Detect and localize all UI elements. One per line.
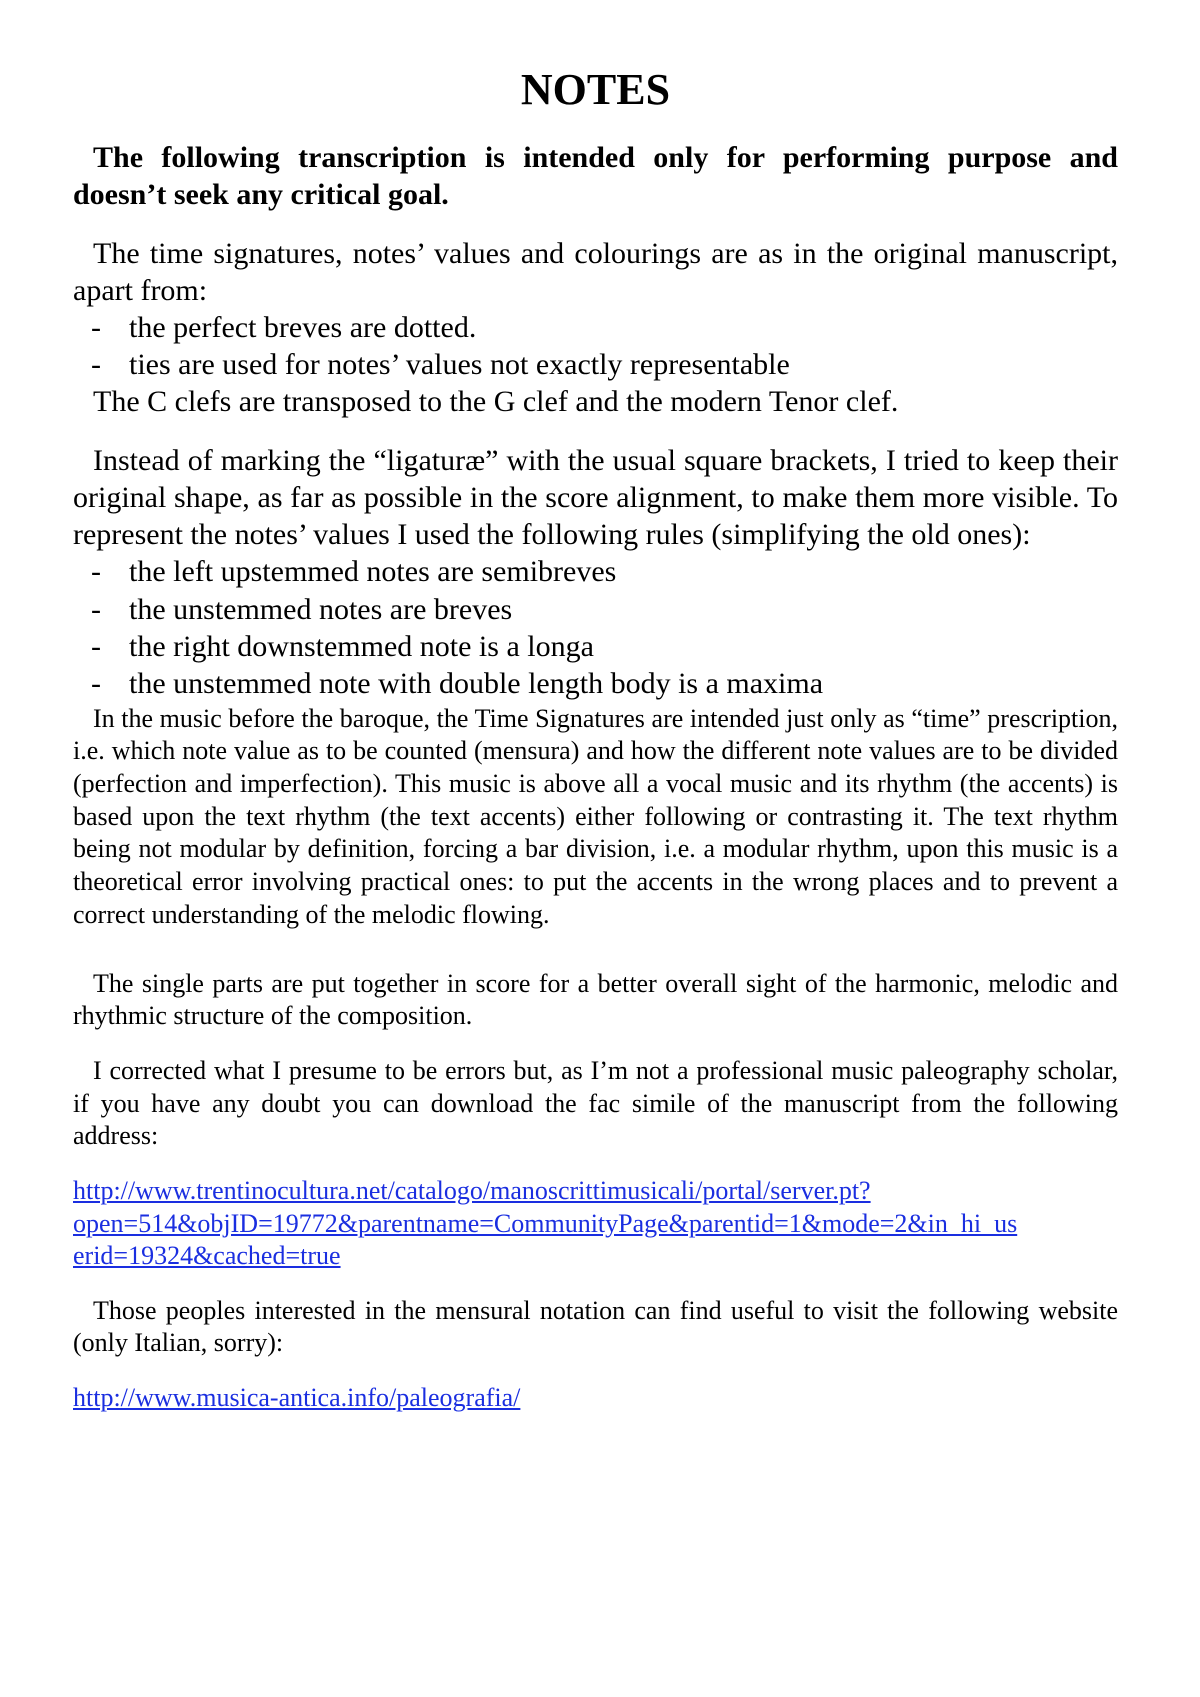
intro-paragraph: The following transcription is intended only for performing purpose and doesn’t seek any critical goal. (73, 140, 1118, 211)
document-page (73, 64, 1118, 1436)
manuscript-link-line: open=514&objID=19772&parentname=CommunityPage&parentid=1&mode=2&in_hi_us (73, 1208, 1018, 1238)
baroque-paragraph: In the music before the baroque, the Time Signatures are intended just only as “time” prescription, i.e. which note value as to be counted (mensura) and how the different note values are to be divided (perfection and imperfection). This music is above all a vocal music and its rhythm (the accents) is based upon the text rhythm (the text accents) either following or contrasting it. The text rhythm being not modular by definition, forcing a bar division, i.e. a modular rhythm, upon this music is a theoretical error involving practical ones: to put the accents in the wrong places and to prevent a correct understanding of the melodic flowing. (73, 703, 1118, 929)
dash-bullet: - (91, 348, 101, 382)
mensural-paragraph: Those peoples interested in the mensural notation can find useful to visit the following website (only Italian, sorry): (73, 1295, 1118, 1358)
dash-bullet: - (91, 555, 101, 589)
clefs-paragraph: The C clefs are transposed to the G clef and the modern Tenor clef. (93, 385, 899, 419)
time-signatures-paragraph: The time signatures, notes’ values and colourings are as in the original manuscript, apart from: (73, 236, 1118, 307)
time-signatures-list (73, 309, 1118, 384)
manuscript-link-line: http://www.trentinocultura.net/catalogo/manoscrittimusicali/portal/server.pt? (73, 1176, 871, 1206)
list-item: - the perfect breves are dotted. (73, 309, 1118, 346)
dash-bullet: - (91, 310, 101, 344)
list-item: - the unstemmed notes are breves (73, 591, 1118, 628)
list-item: - the right downstemmed note is a longa (73, 628, 1118, 665)
manuscript-link-block (73, 1175, 1118, 1273)
website-link[interactable]: http://www.musica-antica.info/paleografia/ (73, 1382, 521, 1412)
manuscript-link-line: erid=19324&cached=true (73, 1241, 341, 1271)
dash-bullet: - (91, 592, 101, 626)
page-title: NOTES (520, 65, 671, 114)
manuscript-link[interactable] (73, 1176, 1017, 1270)
list-item: - the left upstemmed notes are semibreves (73, 553, 1118, 590)
dash-bullet: - (91, 629, 101, 663)
note-values-list (73, 553, 1118, 702)
list-item: - the unstemmed note with double length body is a maxima (73, 665, 1118, 702)
ligatures-paragraph: Instead of marking the “ligaturæ” with the usual square brackets, I tried to keep their original shape, as far as possible in the score alignment, to make them more visible. To represent the notes’ values I used the following rules (simplifying the old ones): (73, 444, 1118, 552)
score-paragraph: The single parts are put together in score for a better overall sight of the harmonic, melodic and rhythmic structure of the composition. (73, 968, 1118, 1031)
errors-paragraph: I corrected what I presume to be errors but, as I’m not a professional music paleography scholar, if you have any doubt you can download the fac simile of the manuscript from the following address: (73, 1055, 1118, 1151)
website-link-block (73, 1382, 1118, 1415)
list-item: - ties are used for notes’ values not exactly representable (73, 346, 1118, 383)
dash-bullet: - (91, 667, 101, 701)
